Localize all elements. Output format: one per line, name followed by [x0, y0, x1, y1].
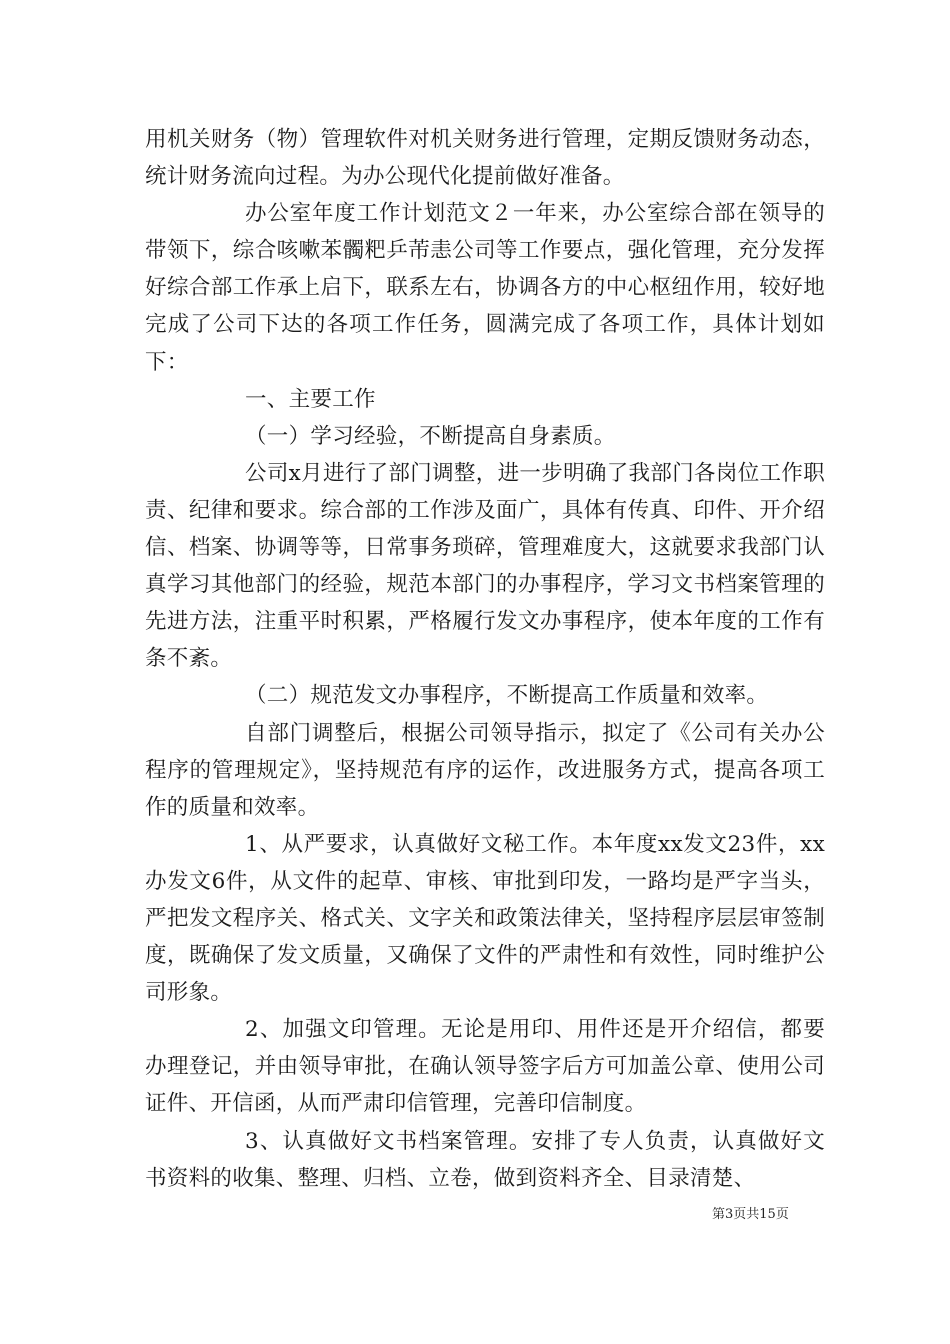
paragraph-1: 用机关财务（物）管理软件对机关财务进行管理，定期反馈财务动态，统计财务流向过程。为办公现代化提前做好准备。 — [145, 127, 825, 190]
list-item-1: 1、从严要求，认真做好文秘工作。本年度xx发文23件，xx办发文6件，从文件的起草、审核、审批到印发，一路均是严字当头，严把发文程序关、格式关、文字关和政策法律关，坚持程序层层审签制度，既确保了发文质量，又确保了文件的严肃性和有效性，同时维护公司形象。 — [145, 831, 825, 1006]
subheading-2: （二）规范发文办事程序，不断提高工作质量和效率。 — [245, 683, 769, 709]
document-body — [145, 121, 825, 1197]
subheading-1: （一）学习经验，不断提高自身素质。 — [245, 423, 616, 449]
list-item-2: 2、加强文印管理。无论是用印、用件还是开介绍信，都要办理登记，并由领导审批，在确认领导签字后方可加盖公章、使用公司证件、开信函，从而严肃印信管理，完善印信制度。 — [145, 1017, 825, 1117]
paragraph-3: 公司x月进行了部门调整，进一步明确了我部门各岗位工作职责、纪律和要求。综合部的工作涉及面广，具体有传真、印件、开介绍信、档案、协调等等，日常事务琐碎，管理难度大，这就要求我部门认真学习其他部门的经验，规范本部门的办事程序，学习文书档案管理的先进方法，注重平时积累，严格履行发文办事程序，使本年度的工作有条不紊。 — [145, 460, 825, 672]
list-item-3: 3、认真做好文书档案管理。安排了专人负责，认真做好文书资料的收集、整理、归档、立卷，做到资料齐全、目录清楚、 — [145, 1128, 825, 1191]
paragraph-4: 自部门调整后，根据公司领导指示，拟定了《公司有关办公程序的管理规定》，坚持规范有序的运作，改进服务方式，提高各项工作的质量和效率。 — [145, 720, 825, 820]
paragraph-2: 办公室年度工作计划范文２一年来，办公室综合部在领导的带领下，综合咳嗽苯髑粑乒芾恚公司等工作要点，强化管理，充分发挥好综合部工作承上启下，联系左右，协调各方的中心枢纽作用，较好地完成了公司下达的各项工作任务，圆满完成了各项工作，具体计划如下： — [145, 201, 825, 375]
section-heading-main-work: 一、主要工作 — [245, 386, 376, 412]
page-number-footer: 第3页共15页 — [712, 1207, 789, 1222]
